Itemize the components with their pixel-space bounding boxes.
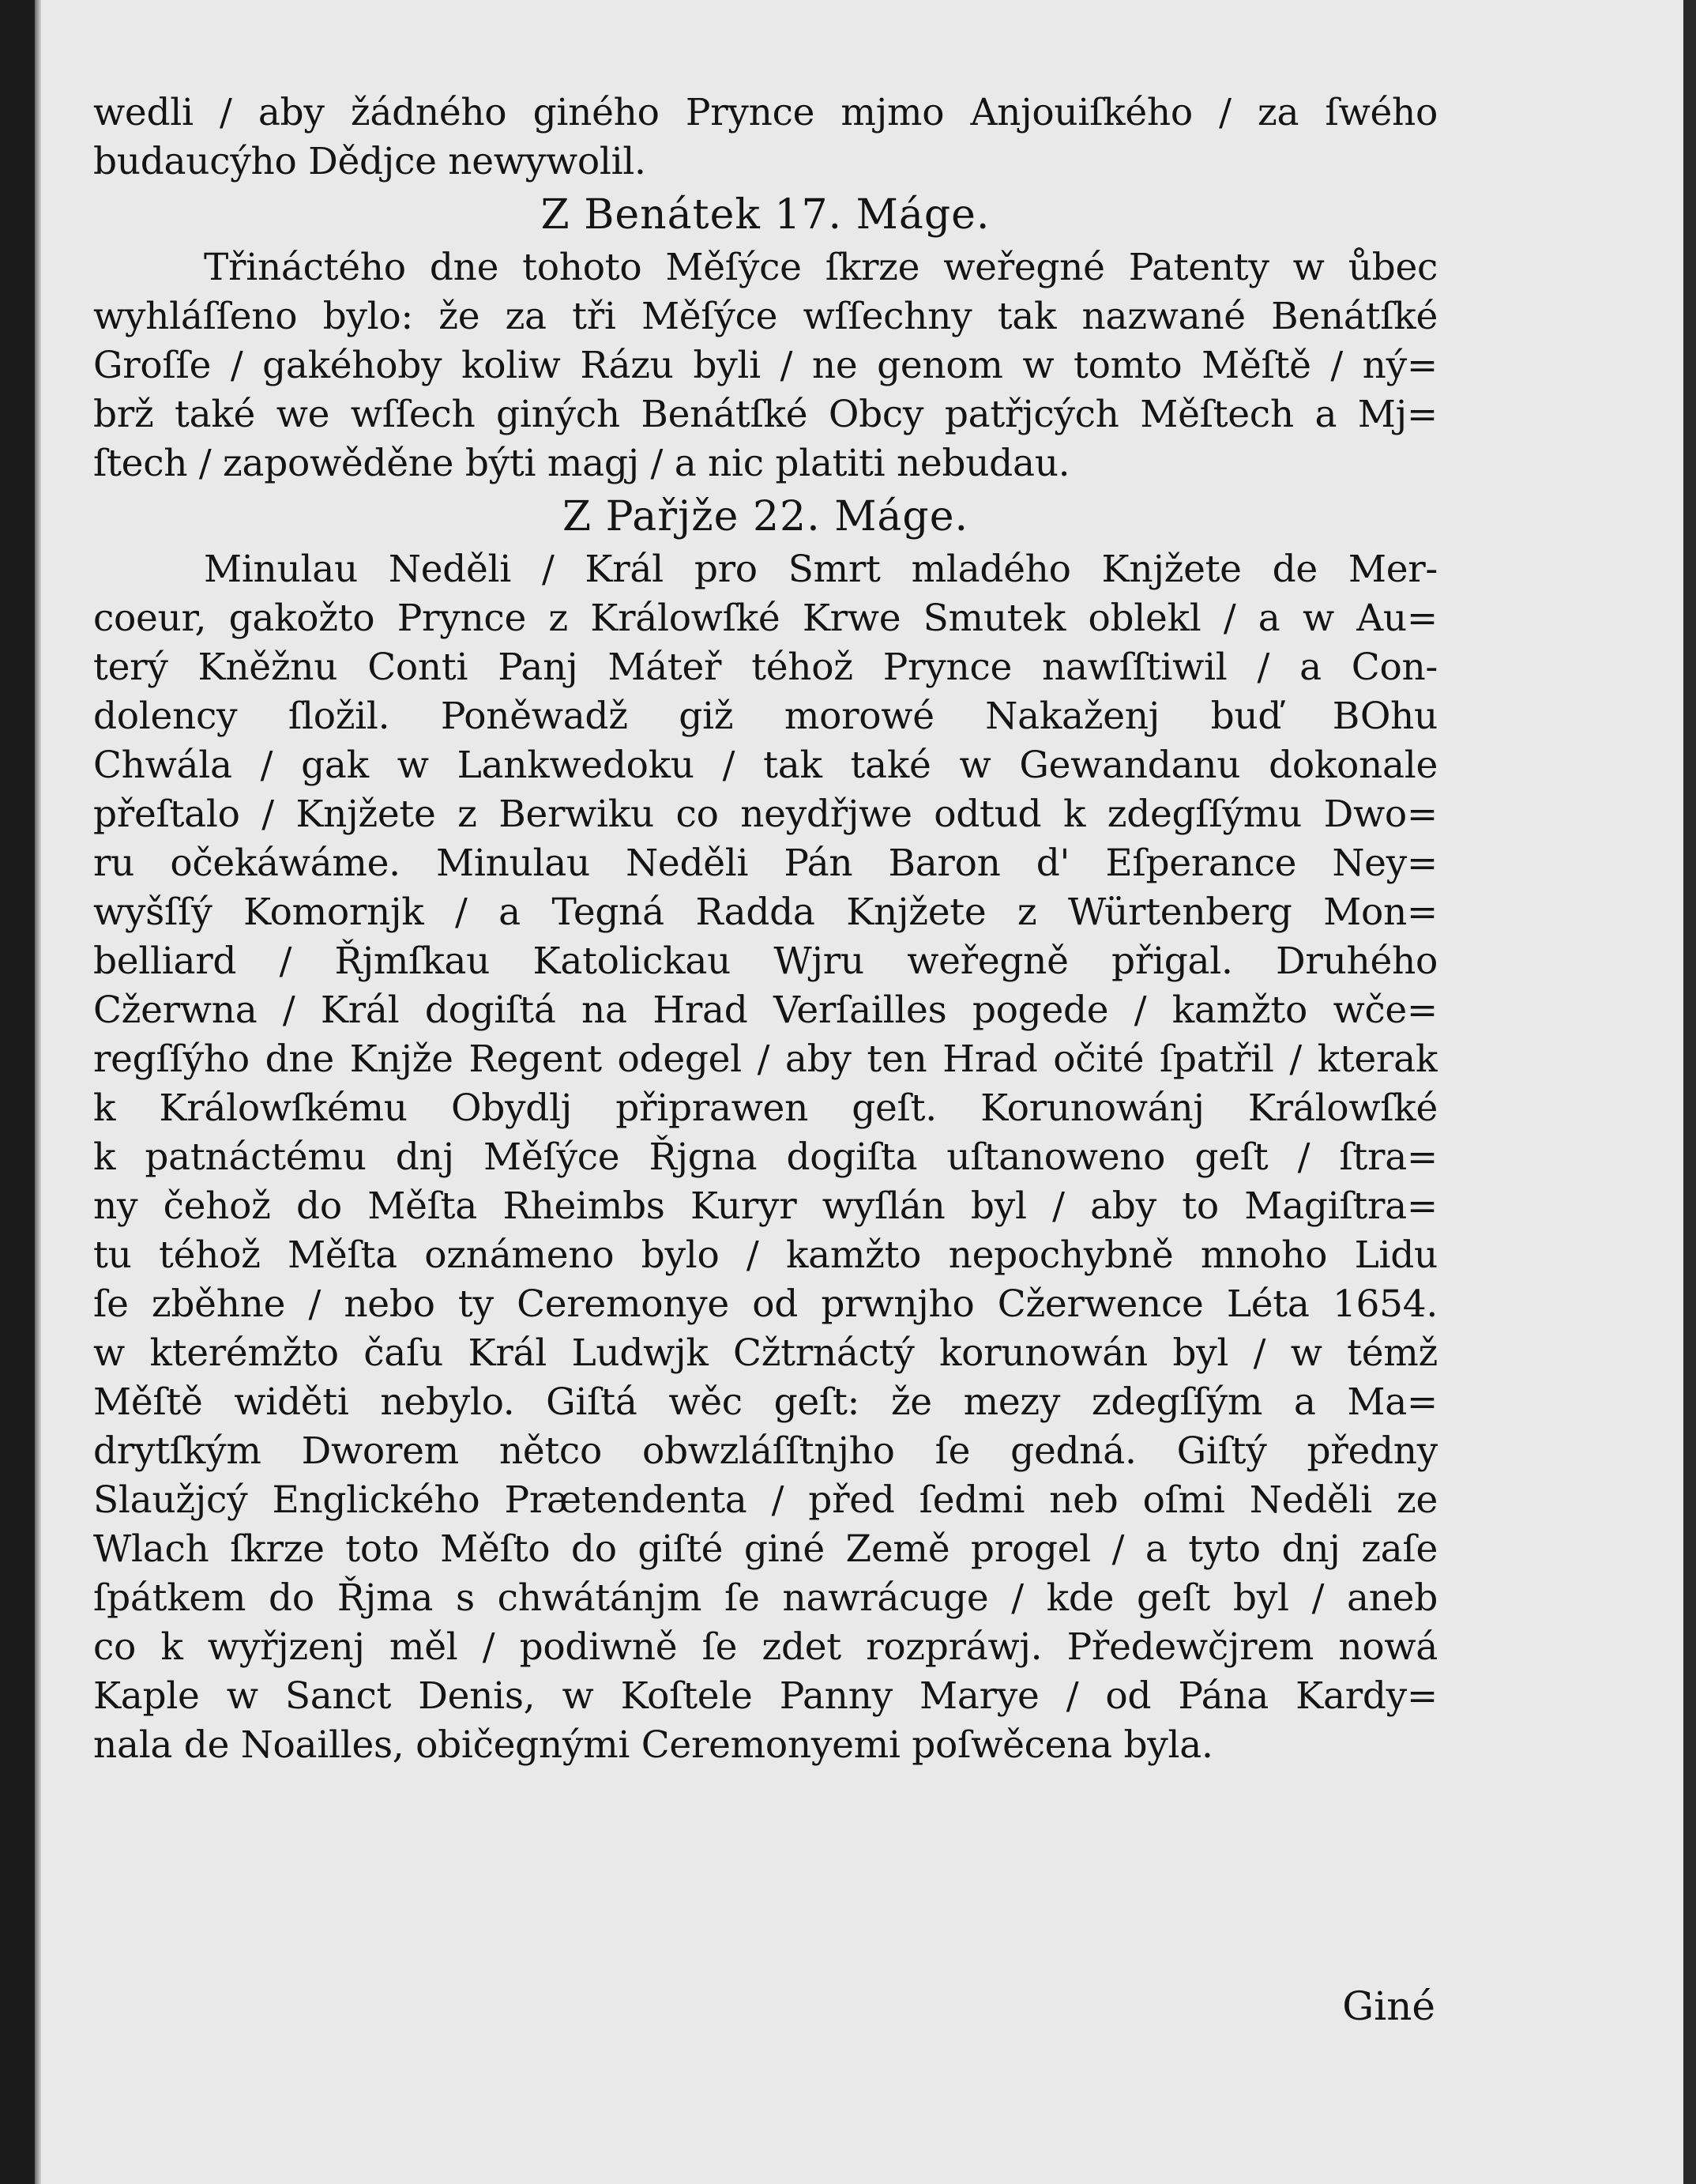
page-text-block xyxy=(93,88,1438,1770)
text-line: Minulau Neděli / Král pro Smrt mladého Knjžete de Mer- xyxy=(204,548,1438,591)
text-line: co k wyřjzenj měl / podiwně ſe zdet rozpráwj. Předewčjrem nowá xyxy=(93,1625,1438,1669)
text-line: wyhláſſeno bylo: že za tři Měſýce wſſechny tak nazwané Benátſké xyxy=(93,295,1438,338)
text-line: ny čehož do Měſta Rheimbs Kuryr wyſlán byl / aby to Magiſtra= xyxy=(93,1184,1438,1228)
text-line: w kterémžto čaſu Král Ludwjk Cžtrnáctý korunowán byl / w témž xyxy=(93,1331,1438,1375)
text-line: drytſkým Dworem nětco obwzláſſtnjho ſe gedná. Giſtý předny xyxy=(93,1429,1438,1473)
text-line: ſpátkem do Řjma s chwátánjm ſe nawrácuge / kde geſt byl / aneb xyxy=(93,1576,1438,1620)
text-line: regſſýho dne Knjže Regent odegel / aby ten Hrad očité ſpatřil / kterak xyxy=(93,1037,1438,1081)
text-line: Třináctého dne tohoto Měſýce ſkrze weřegné Patenty w ůbec xyxy=(204,246,1438,289)
dateline-venice: Z Benátek 17. Máge. xyxy=(540,191,991,239)
text-line: nala de Noailles, običegnými Ceremonyemi poſwěcena byla. xyxy=(93,1723,1213,1767)
text-line: ru očekáwáme. Minulau Neděli Pán Baron d' Eſperance Ney= xyxy=(93,842,1438,885)
text-line: dolency ſložil. Poněwadž giž morowé Nakaženj buď BOhu xyxy=(93,695,1438,738)
text-line: ſe zběhne / nebo ty Ceremonye od prwnjho Cžerwence Léta 1654. xyxy=(93,1282,1438,1326)
text-line: Chwála / gak w Lankwedoku / tak také w Gewandanu dokonale xyxy=(93,744,1438,787)
text-line: wyšſſý Komornjk / a Tegná Radda Knjžete z Würtenberg Mon= xyxy=(93,891,1438,934)
text-line: wedli / aby žádného giného Prynce mjmo Anjouiſkého / za ſwého xyxy=(93,91,1438,134)
catchword: Giné xyxy=(1342,1983,1435,2029)
scan-binding-edge xyxy=(0,0,35,2184)
text-line: k Králowſkému Obydlj připrawen geſt. Korunowánj Králowſké xyxy=(93,1086,1438,1130)
text-line: Groſſe / gakéhoby koliw Rázu byli / ne genom w tomto Měſtě / ný= xyxy=(93,344,1438,387)
text-line: přeſtalo / Knjžete z Berwiku co neydřjwe odtud k zdegſſýmu Dwo= xyxy=(93,793,1438,836)
text-line: tu téhož Měſta oznámeno bylo / kamžto nepochybně mnoho Lidu xyxy=(93,1233,1438,1277)
text-line: budaucýho Dědjce newywolil. xyxy=(93,140,646,183)
text-line: belliard / Řjmſkau Katolickau Wjru weřegně přigal. Druhého xyxy=(93,939,1438,983)
text-line: Cžerwna / Král dogiſtá na Hrad Verſailles pogede / kamžto wče= xyxy=(93,988,1438,1032)
text-line: brž také we wſſech giných Benátſké Obcy patřjcých Měſtech a Mj= xyxy=(93,393,1438,436)
text-line: ſtech / zapowěděne býti magj / a nic platiti nebudau. xyxy=(93,442,1070,485)
text-line: Měſtě widěti nebylo. Giſtá wěc geſt: že mezy zdegſſým a Ma= xyxy=(93,1380,1438,1424)
dateline-paris: Z Pařjže 22. Máge. xyxy=(562,493,969,540)
text-line: Kaple w Sanct Denis, w Koſtele Panny Marye / od Pána Kardy= xyxy=(93,1674,1438,1718)
text-line: Slaužjcý Englického Prætendenta / před ſedmi neb oſmi Neděli ze xyxy=(93,1478,1438,1522)
text-line: coeur, gakožto Prynce z Králowſké Krwe Smutek oblekl / a w Au= xyxy=(93,597,1438,640)
text-line: Wlach ſkrze toto Měſto do giſté giné Země progel / a tyto dnj zaſe xyxy=(93,1527,1438,1571)
scan-right-border xyxy=(1683,0,1696,2184)
text-line: k patnáctému dnj Měſýce Řjgna dogiſta uſtanoweno geſt / ſtra= xyxy=(93,1135,1438,1179)
text-line: terý Kněžnu Conti Panj Máteř téhož Prynce nawſſtiwil / a Con- xyxy=(93,646,1438,689)
